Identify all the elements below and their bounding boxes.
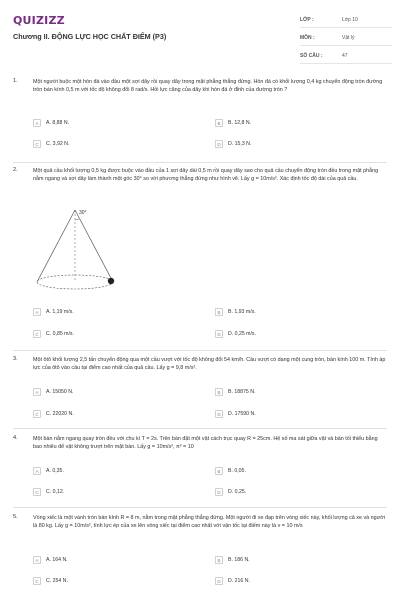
meta-key: SỐ CÂU : [300, 52, 323, 59]
cone-edge-left [37, 210, 75, 282]
option-a[interactable] [33, 387, 173, 397]
option-d[interactable] [215, 409, 355, 419]
question-1 [13, 78, 387, 158]
divider [13, 162, 387, 163]
angle-arc [75, 219, 79, 220]
question-number: 2. [13, 167, 18, 173]
question-4 [13, 435, 387, 507]
option-letter-box: A [33, 388, 41, 396]
option-a[interactable] [33, 307, 173, 317]
option-c[interactable] [33, 409, 173, 419]
option-text: A. 1,19 m/s. [46, 309, 74, 315]
option-letter-box: A [33, 119, 41, 127]
quizizz-logo: QUIZIZZ [13, 14, 65, 27]
option-letter-box: C [33, 410, 41, 418]
option-text: D. 17590 N. [228, 411, 256, 417]
option-text: C. 254 N. [46, 578, 68, 584]
option-text: A. 164 N. [46, 557, 68, 563]
option-d[interactable] [215, 139, 355, 149]
option-text: A. 0,35. [46, 468, 64, 474]
option-letter-box: C [33, 577, 41, 585]
question-text: Một bàn nằm ngang quay tròn đều với chu kì T = 2s. Trên bàn đặt một vật cách trục quay R = 25cm. Hệ số ma sát giữa vật và bàn tối thiểu bằng bao nhiêu để vật không trượt trên mặt bàn. Lấy g = 10m/s², π² = 10 [33, 436, 378, 450]
question-text: Một người buộc một hòn đá vào đầu một sợi dây rồi quay dây trong mặt phẳng thẳng đứng. Hòn đá có khối lượng 0,4 kg chuyển động tròn đường tròn bán kính 0,5 m với tốc độ không đổi 8 rad/s. Hỏi lực căng của dây khi hòn đá ở đỉnh của đường tròn ? [33, 79, 383, 93]
meta-value: Lớp 10 [342, 16, 358, 23]
meta-row-count [300, 48, 392, 64]
meta-key: LỚP : [300, 16, 314, 23]
option-letter-box: B [215, 388, 223, 396]
question-3 [13, 356, 387, 428]
option-text: D. 0,25. [228, 489, 247, 495]
option-a[interactable] [33, 118, 173, 128]
option-text: D. 0,25 m/s. [228, 331, 256, 337]
divider [13, 350, 387, 351]
ball-icon [108, 278, 114, 284]
option-letter-box: B [215, 119, 223, 127]
question-number: 3. [13, 356, 18, 362]
angle-label: 30° [79, 210, 87, 216]
option-b[interactable] [215, 466, 355, 476]
option-b[interactable] [215, 307, 355, 317]
question-number: 4. [13, 435, 18, 441]
option-text: D. 15,3 N. [228, 141, 252, 147]
meta-key: MÔN : [300, 34, 315, 41]
meta-panel [300, 12, 392, 66]
option-text: C. 0,85 m/s. [46, 331, 74, 337]
option-text: C. 22020 N. [46, 411, 74, 417]
option-letter-box: B [215, 467, 223, 475]
option-letter-box: D [215, 577, 223, 585]
option-letter-box: A [33, 467, 41, 475]
option-text: B. 0,05. [228, 468, 246, 474]
option-c[interactable] [33, 139, 173, 149]
option-letter-box: D [215, 410, 223, 418]
option-c[interactable] [33, 487, 173, 497]
option-text: B. 12,8 N. [228, 120, 252, 126]
meta-row-subject [300, 30, 392, 46]
option-d[interactable] [215, 576, 355, 586]
divider [13, 428, 387, 429]
meta-value: Vật lý [342, 34, 355, 41]
question-5 [13, 514, 387, 598]
option-b[interactable] [215, 387, 355, 397]
option-d[interactable] [215, 487, 355, 497]
option-a[interactable] [33, 555, 173, 565]
option-letter-box: D [215, 140, 223, 148]
option-letter-box: C [33, 330, 41, 338]
option-text: B. 18875 N. [228, 389, 256, 395]
worksheet-header [0, 0, 400, 62]
option-text: B. 1,93 m/s. [228, 309, 256, 315]
question-number: 5. [13, 514, 18, 520]
option-text: A. 8,88 N. [46, 120, 70, 126]
question-text: Một ôtô khối lượng 2,5 tấn chuyển động qua một cầu vượt với tốc độ không đổi 54 km/h. Cầu vượt có dạng một cung tròn, bán kính 100 m. Tính áp lực của ôtô vào cầu tại điểm cao nhất của quả cầu. Lấy g = 9,8 m/s². [33, 357, 386, 371]
option-b[interactable] [215, 555, 355, 565]
meta-row-class [300, 12, 392, 28]
question-text: Vòng xiếc là một vành tròn bán kính R = 8 m, nằm trong mặt phẳng thẳng đứng. Một người đi xe đạp trên vòng xiếc này, khối lượng cả xe và người là 80 kg. Lấy g = 10m/s², tính lực ép của xe lên vòng xiếc tại điểm cao nhất với vận tốc tại điểm này là v = 10 m/s [33, 515, 386, 529]
option-text: C. 3,92 N. [46, 141, 70, 147]
question-number: 1. [13, 78, 18, 84]
option-b[interactable] [215, 118, 355, 128]
meta-value: 47 [342, 52, 348, 59]
option-d[interactable] [215, 329, 355, 339]
option-letter-box: A [33, 556, 41, 564]
option-letter-box: B [215, 308, 223, 316]
option-letter-box: A [33, 308, 41, 316]
option-letter-box: C [33, 488, 41, 496]
option-text: C. 0,12. [46, 489, 65, 495]
option-a[interactable] [33, 466, 173, 476]
question-2 [13, 167, 387, 347]
option-letter-box: D [215, 488, 223, 496]
question-text: Một quả cầu khối lượng 0,5 kg được buộc vào đầu của 1 sợi dây dài 0,5 m rồi quay dây sao cho quả cầu chuyển động tròn đều trong mặt phẳng nằm ngang và sợi dây làm thành một góc 30° so với phương thẳng đứng như hình vẽ. Lấy g = 10m/s². Xác định tốc độ dài của quả cầu. [33, 168, 379, 182]
page-title: Chương II. ĐỘNG LỰC HỌC CHẤT ĐIỂM (P3) [13, 32, 167, 41]
option-letter-box: C [33, 140, 41, 148]
option-c[interactable] [33, 329, 173, 339]
option-c[interactable] [33, 576, 173, 586]
option-letter-box: B [215, 556, 223, 564]
conical-pendulum-figure [31, 202, 121, 302]
divider [13, 507, 387, 508]
option-letter-box: D [215, 330, 223, 338]
option-text: A. 15050 N. [46, 389, 74, 395]
option-text: B. 186 N. [228, 557, 250, 563]
option-text: D. 216 N. [228, 578, 250, 584]
cone-edge-right [75, 210, 113, 282]
